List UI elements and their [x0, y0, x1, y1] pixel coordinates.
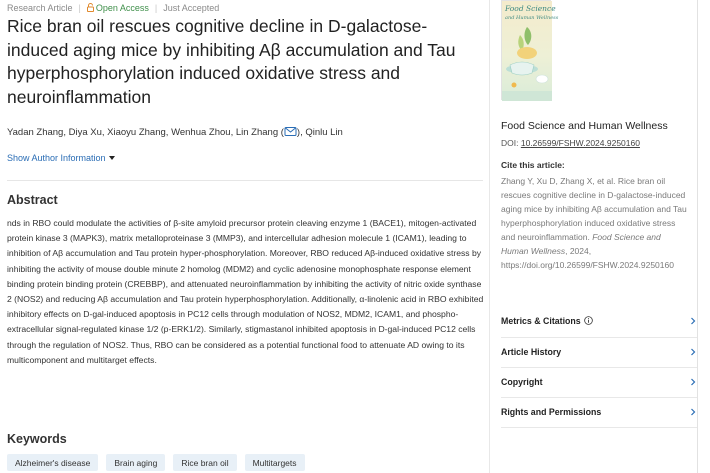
cover-title-line1: Food Science [505, 4, 556, 13]
info-icon [584, 316, 593, 325]
section-article-history[interactable] [501, 337, 697, 367]
divider [7, 180, 483, 181]
journal-cover[interactable] [501, 0, 559, 100]
open-access-icon [87, 3, 94, 12]
chevron-right-icon [689, 317, 697, 325]
meta-separator: | [154, 3, 158, 13]
open-access-label: Open Access [95, 3, 149, 13]
article-title: Rice bran oil rescues cognitive decline in D-galactose-induced aging mice by inhibiting Aβ accumulation and Tau hyperphosphorylation induced oxidative stress and neuroinflammation [7, 16, 456, 107]
chevron-right-icon [689, 378, 697, 386]
section-rights-permissions[interactable] [501, 397, 697, 427]
doi-link[interactable]: 10.26599/FSHW.2024.9250160 [520, 138, 640, 148]
show-author-label: Show Author Information [7, 153, 106, 163]
caret-down-icon [109, 156, 115, 160]
citation-tail: , 2024, https://doi.org/10.26599/FSHW.2024.9250160 [501, 246, 674, 270]
doi-label: DOI: [501, 138, 519, 148]
article-sidebar [490, 0, 710, 473]
section-copyright[interactable] [501, 367, 697, 397]
status-label: Just Accepted [163, 3, 220, 13]
meta-separator: | [78, 3, 81, 13]
section-label: Copyright [501, 377, 543, 387]
citation-body: Zhang Y, Xu D, Zhang X, et al. Rice bran oil rescues cognitive decline in D-galactose-induced aging mice by inhibiting Aβ accumulation and Tau hyperphosphorylation induced oxidative stress and neuroinflammation. [501, 176, 687, 242]
section-label: Rights and Permissions [501, 407, 602, 417]
cite-heading: Cite this article: [501, 160, 565, 170]
divider [501, 427, 697, 428]
section-label: Metrics & Citations [501, 316, 581, 326]
page-edge [697, 0, 698, 473]
chevron-right-icon [689, 348, 697, 356]
citation-journal: Food Science and Human Wellness [501, 232, 661, 256]
email-icon[interactable] [284, 127, 297, 136]
journal-name: Food Science and Human Wellness [501, 120, 668, 132]
cover-illustration [502, 1, 559, 101]
chevron-right-icon [689, 408, 697, 416]
cover-title-line2: and Human Wellness [505, 15, 559, 21]
keyword-tag[interactable]: Multitargets [245, 454, 305, 471]
article-type: Research Article [7, 3, 73, 13]
keywords-heading: Keywords [7, 432, 67, 446]
author-list [7, 127, 343, 138]
show-author-information-link[interactable] [7, 153, 115, 163]
section-label: Article History [501, 347, 562, 357]
keyword-tag[interactable]: Brain aging [106, 454, 165, 471]
section-metrics-citations[interactable] [501, 306, 697, 336]
authors-text-tail: ), Qinlu Lin [296, 127, 343, 138]
article-meta [7, 3, 219, 13]
citation-text [501, 174, 687, 272]
keyword-list [7, 454, 305, 471]
abstract-heading: Abstract [7, 193, 58, 207]
keyword-tag[interactable]: Alzheimer's disease [7, 454, 98, 471]
abstract-text: nds in RBO could modulate the activities of β-site amyloid precursor protein cleaving enzyme 1 (BACE1), mitogen-activated protein kinase 3 (MAPK3), matrix metalloproteinase 3 (MMP3), and intercellular adhesion molecule 1 (ICAM1), leading to inhibition of Aβ accumulation and Tau protein hyper-phosphorylation. Moreover, RBO reduced Aβ-induced oxidative stress by inhibiting the activity of mouse double minute 2 homolog (MDM2) and cyclic adenosine monophosphate response element binding protein binding protein (CREBBP), and attenuated neuroinflammation by inhibiting the activity of nitric oxide synthase 2 (NOS2) and reducing Aβ accumulation and Tau protein hyperphosphorylation. Additionally, α-linolenic acid in RBO exhibited inhibitory effects on D-gal-induced apoptosis in PC12 cells through modulation of NOS2, MDM2, ICAM1, and phospho-extracellular signal-regulated kinase 1/2 (p-ERK1/2). Similarly, stigmastanol inhibited apoptosis in D-gal-induced PC12 cells through the regulation of NOS2. Thus, RBO can be considered as a potential functional food to attenuate AD owing to its multicomponent and multitarget effects. [7, 218, 484, 365]
authors-text: Yadan Zhang, Diya Xu, Xiaoyu Zhang, Wenhua Zhou, Lin Zhang ( [7, 127, 284, 138]
keyword-tag[interactable]: Rice bran oil [173, 454, 236, 471]
doi-line [501, 138, 640, 148]
